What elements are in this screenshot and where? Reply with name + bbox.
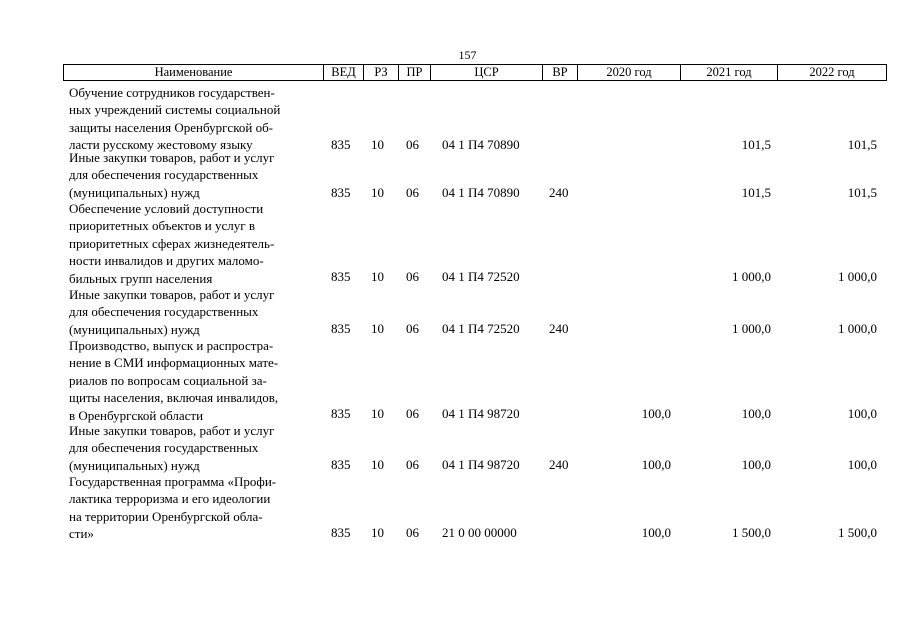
row-2022: 1 000,0	[838, 321, 877, 336]
row-ved: 835	[331, 525, 351, 540]
column-header-2021: 2021 год	[681, 65, 778, 80]
row-pr: 06	[406, 525, 419, 540]
row-ved: 835	[331, 137, 351, 152]
row-2022: 101,5	[847, 185, 877, 200]
row-2021: 1 500,0	[732, 525, 771, 540]
row-csr: 04 1 П4 70890	[442, 185, 520, 200]
row-ved: 835	[331, 321, 351, 336]
row-ved: 835	[331, 185, 351, 200]
row-2021: 100,0	[741, 406, 771, 421]
row-rz: 10	[371, 185, 384, 200]
row-2022: 1 000,0	[838, 269, 877, 284]
row-pr: 06	[406, 137, 419, 152]
column-header-ved: ВЕД	[324, 65, 364, 80]
row-ved: 835	[331, 269, 351, 284]
row-pr: 06	[406, 269, 419, 284]
column-header-2020: 2020 год	[578, 65, 681, 80]
row-rz: 10	[371, 525, 384, 540]
row-name: Производство, выпуск и распростра- нение в СМИ информационных мате- риалов по вопросам социальной за- щиты населения, включая инвалидов, в Оренбургской области	[69, 338, 279, 423]
row-pr: 06	[406, 457, 419, 472]
row-name: Обучение сотрудников государствен- ных учреждений системы социальной защиты населения Оренбургской об- ласти русскому жестовому языку	[69, 85, 281, 153]
row-pr: 06	[406, 185, 419, 200]
row-rz: 10	[371, 406, 384, 421]
row-vr: 240	[549, 321, 569, 336]
row-csr: 04 1 П4 98720	[442, 457, 520, 472]
page-number: 157	[458, 48, 477, 62]
row-2021: 1 000,0	[732, 321, 771, 336]
row-csr: 21 0 00 00000	[442, 525, 517, 540]
row-name: Иные закупки товаров, работ и услуг для обеспечения государственных (муниципальных) нужд	[69, 150, 275, 200]
row-name: Обеспечение условий доступности приоритетных объектов и услуг в приоритетных сферах жизнедеятель- ности инвалидов и других маломо- бильных групп населения	[69, 201, 275, 286]
column-header-pr: ПР	[399, 65, 431, 80]
row-csr: 04 1 П4 70890	[442, 137, 520, 152]
column-header-name: Наименование	[64, 65, 324, 80]
row-2020: 100,0	[641, 457, 671, 472]
row-2021: 101,5	[741, 137, 771, 152]
row-rz: 10	[371, 457, 384, 472]
column-header-2022: 2022 год	[809, 65, 855, 79]
row-ved: 835	[331, 406, 351, 421]
row-2022: 101,5	[847, 137, 877, 152]
row-csr: 04 1 П4 98720	[442, 406, 520, 421]
row-vr: 240	[549, 185, 569, 200]
row-name: Иные закупки товаров, работ и услуг для обеспечения государственных (муниципальных) нужд	[69, 423, 275, 473]
row-2021: 1 000,0	[732, 269, 771, 284]
row-csr: 04 1 П4 72520	[442, 321, 520, 336]
row-name: Государственная программа «Профи- лактика терроризма и его идеологии на территории Оренбургской обла- сти»	[69, 474, 277, 542]
row-name: Иные закупки товаров, работ и услуг для обеспечения государственных (муниципальных) нужд	[69, 287, 275, 337]
row-csr: 04 1 П4 72520	[442, 269, 520, 284]
table-header	[63, 64, 887, 81]
row-ved: 835	[331, 457, 351, 472]
column-header-vr: ВР	[543, 65, 578, 80]
row-2021: 100,0	[741, 457, 771, 472]
row-2020: 100,0	[641, 525, 671, 540]
row-pr: 06	[406, 406, 419, 421]
row-rz: 10	[371, 321, 384, 336]
row-rz: 10	[371, 269, 384, 284]
row-2020: 100,0	[641, 406, 671, 421]
row-rz: 10	[371, 137, 384, 152]
row-2022: 1 500,0	[838, 525, 877, 540]
row-pr: 06	[406, 321, 419, 336]
row-vr: 240	[549, 457, 569, 472]
row-2021: 101,5	[741, 185, 771, 200]
column-header-csr: ЦСР	[431, 65, 543, 80]
column-header-rz: РЗ	[364, 65, 399, 80]
row-2022: 100,0	[847, 457, 877, 472]
row-2022: 100,0	[847, 406, 877, 421]
